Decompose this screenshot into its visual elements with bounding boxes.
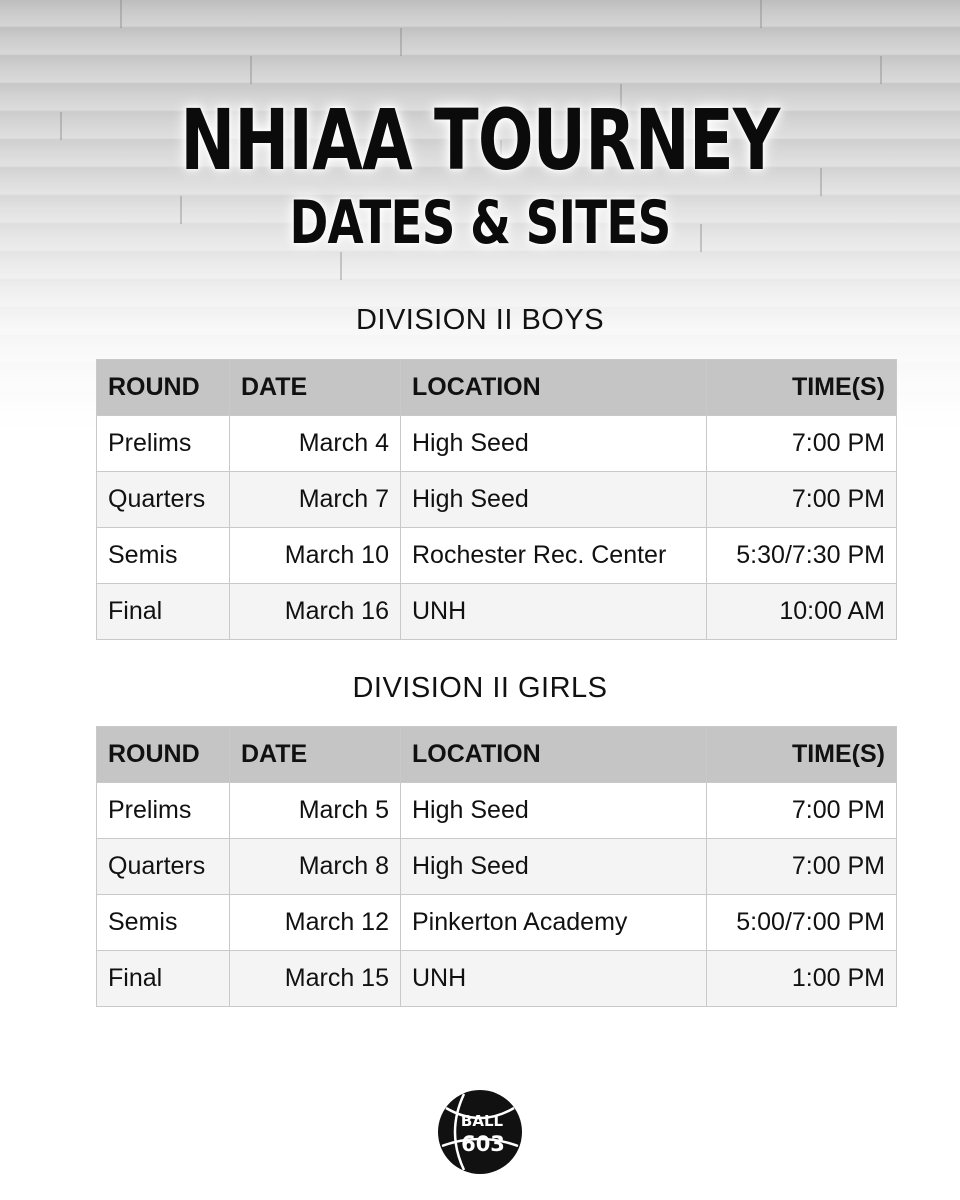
column-header-location: LOCATION	[400, 727, 706, 782]
column-header-date: DATE	[229, 727, 400, 782]
time-cell: 7:00 PM	[706, 416, 896, 471]
column-header-round: ROUND	[108, 373, 200, 401]
table-row	[97, 838, 896, 894]
page-title	[0, 92, 960, 258]
round-cell: Quarters	[108, 852, 206, 880]
time-cell: 7:00 PM	[706, 472, 896, 527]
location-cell: UNH	[400, 584, 706, 639]
date-cell: March 7	[229, 472, 400, 527]
table-row	[97, 527, 896, 583]
column-header-round: ROUND	[108, 740, 200, 768]
table-row	[97, 415, 896, 471]
date-cell: March 15	[229, 951, 400, 1006]
date-cell: March 5	[229, 783, 400, 838]
time-cell: 7:00 PM	[706, 783, 896, 838]
table-row	[97, 782, 896, 838]
column-header-date: DATE	[229, 360, 400, 415]
table-header-row	[97, 360, 896, 415]
table-header-row	[97, 727, 896, 782]
logo-text-bottom: 603	[461, 1132, 505, 1156]
boys-schedule-table	[96, 359, 897, 640]
round-cell: Semis	[108, 908, 178, 936]
location-cell: High Seed	[400, 416, 706, 471]
column-header-times: TIME(S)	[706, 727, 896, 782]
logo-text-top: BALL	[460, 1112, 504, 1130]
date-cell: March 12	[229, 895, 400, 950]
round-cell: Prelims	[108, 429, 192, 457]
date-cell: March 4	[229, 416, 400, 471]
time-cell: 7:00 PM	[706, 839, 896, 894]
round-cell: Quarters	[108, 485, 206, 513]
boys-section-title: DIVISION II BOYS	[355, 304, 605, 336]
column-header-location: LOCATION	[400, 360, 706, 415]
time-cell: 10:00 AM	[706, 584, 896, 639]
round-cell: Prelims	[108, 796, 192, 824]
round-cell: Final	[108, 964, 163, 992]
date-cell: March 8	[229, 839, 400, 894]
location-cell: High Seed	[400, 472, 706, 527]
ball-603-logo	[436, 1088, 524, 1176]
title-line-2: DATES & SITES	[289, 188, 671, 258]
round-cell: Semis	[108, 541, 178, 569]
date-cell: March 10	[229, 528, 400, 583]
table-row	[97, 471, 896, 527]
time-cell: 5:00/7:00 PM	[706, 895, 896, 950]
column-header-times: TIME(S)	[706, 360, 896, 415]
location-cell: High Seed	[400, 839, 706, 894]
time-cell: 5:30/7:30 PM	[706, 528, 896, 583]
title-line-1: NHIAA TOURNEY	[180, 91, 780, 189]
location-cell: UNH	[400, 951, 706, 1006]
time-cell: 1:00 PM	[706, 951, 896, 1006]
location-cell: Rochester Rec. Center	[400, 528, 706, 583]
table-row	[97, 950, 896, 1006]
table-row	[97, 583, 896, 639]
girls-section-title: DIVISION II GIRLS	[352, 672, 608, 704]
location-cell: High Seed	[400, 783, 706, 838]
round-cell: Final	[108, 597, 163, 625]
girls-schedule-table	[96, 726, 897, 1007]
date-cell: March 16	[229, 584, 400, 639]
table-row	[97, 894, 896, 950]
location-cell: Pinkerton Academy	[400, 895, 706, 950]
